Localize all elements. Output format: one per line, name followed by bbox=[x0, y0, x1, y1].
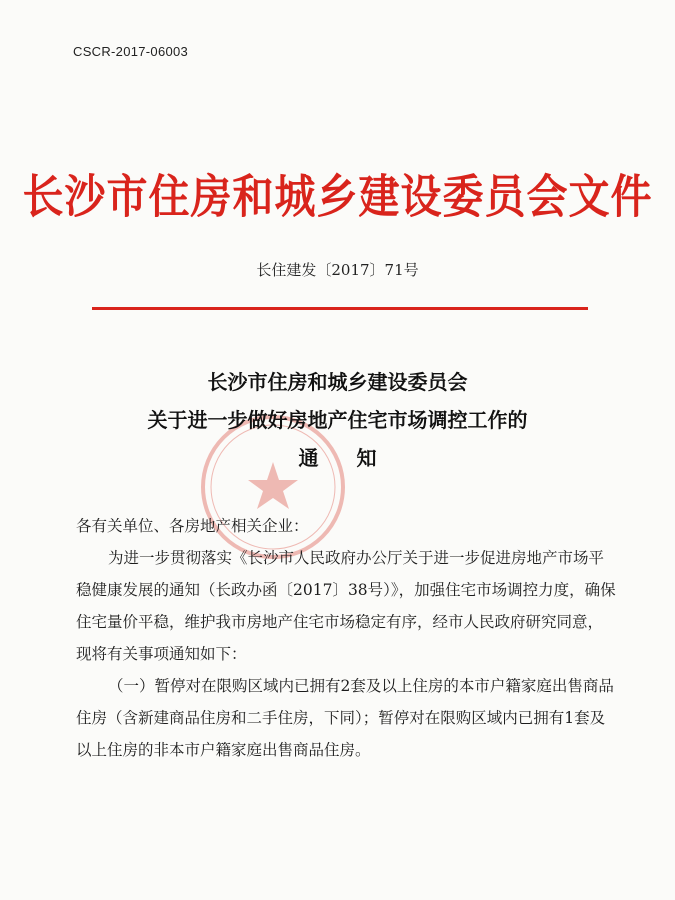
paragraph-intro: 为进一步贯彻落实《长沙市人民政府办公厅关于进一步促进房地产市场平稳健康发展的通知（长政办函〔2017〕38号）》，加强住宅市场调控力度，确保住宅量价平稳，维护我市房地产住宅市场稳定有序，经市人民政府研究同意，现将有关事项通知如下： bbox=[76, 549, 616, 663]
red-divider-line bbox=[92, 307, 588, 310]
paragraph-item-1: （一）暂停对在限购区域内已拥有2套及以上住房的本市户籍家庭出售商品住房（含新建商品住房和二手住房，下同）；暂停对在限购区域内已拥有1套及以上住房的非本市户籍家庭出售商品住房。 bbox=[76, 677, 614, 759]
document-code: CSCR-2017-06003 bbox=[73, 44, 189, 59]
document-number: 长住建发〔2017〕71号 bbox=[256, 261, 419, 279]
issuer-header: 长沙市住房和城乡建设委员会文件 bbox=[22, 170, 653, 224]
title-line-3: 通知 bbox=[298, 446, 415, 470]
title-line-1: 长沙市住房和城乡建设委员会 bbox=[207, 370, 468, 394]
title-line-2: 关于进一步做好房地产住宅市场调控工作的 bbox=[147, 408, 528, 432]
document-body bbox=[76, 510, 616, 766]
salutation: 各有关单位、各房地产相关企业： bbox=[76, 517, 309, 535]
